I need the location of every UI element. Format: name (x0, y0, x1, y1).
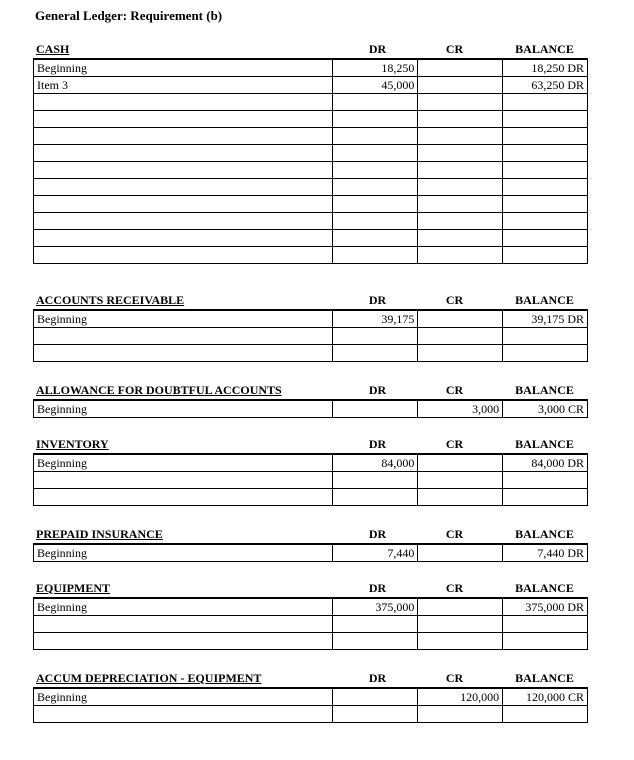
entry-credit: 3,000 (418, 400, 503, 418)
entry-balance (503, 345, 588, 362)
entry-debit (333, 128, 418, 145)
account-name: CASH (36, 42, 70, 56)
cr-column-header: CR (445, 42, 464, 56)
entry-credit (418, 128, 503, 145)
entry-description (34, 706, 333, 723)
entry-credit (418, 59, 503, 77)
account-header (33, 581, 588, 597)
ledger-cash (33, 42, 588, 264)
entry-description: Beginning (34, 400, 333, 418)
dr-column-header: DR (368, 527, 387, 541)
entry-balance (503, 633, 588, 650)
dr-column-header: DR (368, 383, 387, 397)
entry-balance: 63,250 DR (503, 77, 588, 94)
account-header (33, 527, 588, 543)
ledger-row (34, 247, 588, 264)
entry-credit (418, 213, 503, 230)
cr-column-header: CR (445, 437, 464, 451)
balance-column-header: BALANCE (515, 383, 574, 397)
ledger-row (34, 706, 588, 723)
ledger-equipment (33, 581, 588, 650)
ledger-row (34, 128, 588, 145)
entry-balance (503, 230, 588, 247)
account-name: INVENTORY (36, 437, 109, 451)
entry-description (34, 145, 333, 162)
balance-column-header: BALANCE (515, 671, 574, 685)
ledger-table (33, 543, 588, 562)
ledger-inventory (33, 437, 588, 506)
entry-credit (418, 489, 503, 506)
cr-column-header: CR (445, 581, 464, 595)
entry-debit (333, 196, 418, 213)
entry-credit (418, 328, 503, 345)
ledger-row (34, 310, 588, 328)
ledger-row (34, 688, 588, 706)
ledger-row (34, 633, 588, 650)
ledger-row (34, 328, 588, 345)
entry-debit (333, 213, 418, 230)
entry-balance (503, 128, 588, 145)
account-name: ALLOWANCE FOR DOUBTFUL ACCOUNTS (36, 383, 282, 397)
entry-description (34, 616, 333, 633)
entry-balance: 3,000 CR (503, 400, 588, 418)
ledger-row (34, 111, 588, 128)
ledger-table (33, 58, 588, 264)
entry-debit (333, 706, 418, 723)
entry-debit (333, 489, 418, 506)
entry-debit: 45,000 (333, 77, 418, 94)
entry-description (34, 213, 333, 230)
cr-column-header: CR (445, 383, 464, 397)
entry-debit: 7,440 (333, 544, 418, 562)
entry-description (34, 328, 333, 345)
entry-debit: 18,250 (333, 59, 418, 77)
entry-debit: 375,000 (333, 598, 418, 616)
ledger-allowance-doubtful-accounts (33, 383, 588, 418)
entry-description: Beginning (34, 59, 333, 77)
entry-credit (418, 616, 503, 633)
entry-debit (333, 328, 418, 345)
account-name: ACCOUNTS RECEIVABLE (36, 293, 185, 307)
ledger-row (34, 94, 588, 111)
entry-balance (503, 111, 588, 128)
entry-debit (333, 247, 418, 264)
entry-credit (418, 77, 503, 94)
ledger-row (34, 213, 588, 230)
entry-description (34, 472, 333, 489)
entry-debit: 39,175 (333, 310, 418, 328)
entry-description: Beginning (34, 598, 333, 616)
account-header (33, 383, 588, 399)
balance-column-header: BALANCE (515, 437, 574, 451)
entry-balance (503, 196, 588, 213)
entry-credit (418, 247, 503, 264)
balance-column-header: BALANCE (515, 293, 574, 307)
cr-column-header: CR (445, 293, 464, 307)
entry-debit (333, 230, 418, 247)
ledger-row (34, 616, 588, 633)
entry-debit (333, 345, 418, 362)
page-title: General Ledger: Requirement (b) (35, 8, 223, 23)
entry-balance (503, 94, 588, 111)
entry-credit (418, 310, 503, 328)
account-name: ACCUM DEPRECIATION - EQUIPMENT (36, 671, 262, 685)
entry-balance (503, 706, 588, 723)
dr-column-header: DR (368, 671, 387, 685)
ledger-row (34, 162, 588, 179)
entry-description: Beginning (34, 544, 333, 562)
ledger-row (34, 454, 588, 472)
ledger-row (34, 230, 588, 247)
entry-credit (418, 111, 503, 128)
entry-debit (333, 472, 418, 489)
ledger-row (34, 77, 588, 94)
entry-balance (503, 247, 588, 264)
account-name: EQUIPMENT (36, 581, 111, 595)
entry-balance (503, 179, 588, 196)
ledger-row (34, 400, 588, 418)
entry-description (34, 111, 333, 128)
entry-balance: 84,000 DR (503, 454, 588, 472)
dr-column-header: DR (368, 293, 387, 307)
ledger-table (33, 399, 588, 418)
ledger-prepaid-insurance (33, 527, 588, 562)
balance-column-header: BALANCE (515, 42, 574, 56)
entry-debit (333, 688, 418, 706)
entry-balance (503, 489, 588, 506)
ledger-row (34, 472, 588, 489)
balance-column-header: BALANCE (515, 581, 574, 595)
balance-column-header: BALANCE (515, 527, 574, 541)
entry-description (34, 489, 333, 506)
dr-column-header: DR (368, 42, 387, 56)
entry-balance: 120,000 CR (503, 688, 588, 706)
ledger-table (33, 687, 588, 723)
entry-description (34, 128, 333, 145)
entry-description: Item 3 (34, 77, 333, 94)
entry-balance (503, 328, 588, 345)
entry-balance (503, 145, 588, 162)
entry-description: Beginning (34, 454, 333, 472)
entry-debit (333, 145, 418, 162)
entry-credit: 120,000 (418, 688, 503, 706)
entry-description: Beginning (34, 688, 333, 706)
entry-balance: 39,175 DR (503, 310, 588, 328)
entry-credit (418, 544, 503, 562)
entry-credit (418, 706, 503, 723)
dr-column-header: DR (368, 581, 387, 595)
entry-credit (418, 230, 503, 247)
entry-debit (333, 633, 418, 650)
entry-balance (503, 616, 588, 633)
entry-description: Beginning (34, 310, 333, 328)
account-header (33, 42, 588, 58)
ledger-table (33, 453, 588, 506)
ledger-row (34, 59, 588, 77)
entry-description (34, 162, 333, 179)
ledger-accum-depreciation-equipment (33, 671, 588, 723)
entry-description (34, 94, 333, 111)
entry-debit (333, 162, 418, 179)
entry-debit (333, 400, 418, 418)
entry-credit (418, 179, 503, 196)
entry-description (34, 247, 333, 264)
entry-description (34, 196, 333, 213)
entry-balance (503, 213, 588, 230)
entry-balance (503, 472, 588, 489)
ledger-row (34, 345, 588, 362)
entry-credit (418, 472, 503, 489)
ledger-accounts-receivable (33, 293, 588, 362)
ledger-table (33, 597, 588, 650)
entry-credit (418, 345, 503, 362)
ledger-row (34, 598, 588, 616)
entry-credit (418, 196, 503, 213)
account-name: PREPAID INSURANCE (36, 527, 163, 541)
entry-description (34, 230, 333, 247)
entry-debit (333, 616, 418, 633)
ledger-row (34, 544, 588, 562)
entry-balance (503, 162, 588, 179)
entry-description (34, 345, 333, 362)
entry-balance: 375,000 DR (503, 598, 588, 616)
entry-credit (418, 94, 503, 111)
cr-column-header: CR (445, 671, 464, 685)
account-header (33, 671, 588, 687)
entry-debit (333, 111, 418, 128)
account-header (33, 293, 588, 309)
entry-credit (418, 145, 503, 162)
entry-credit (418, 633, 503, 650)
entry-description (34, 633, 333, 650)
entry-debit (333, 179, 418, 196)
ledger-row (34, 489, 588, 506)
entry-credit (418, 598, 503, 616)
ledger-row (34, 196, 588, 213)
entry-balance: 7,440 DR (503, 544, 588, 562)
entry-credit (418, 162, 503, 179)
account-header (33, 437, 588, 453)
ledger-row (34, 179, 588, 196)
ledger-table (33, 309, 588, 362)
entry-credit (418, 454, 503, 472)
dr-column-header: DR (368, 437, 387, 451)
entry-debit (333, 94, 418, 111)
ledger-row (34, 145, 588, 162)
entry-debit: 84,000 (333, 454, 418, 472)
cr-column-header: CR (445, 527, 464, 541)
entry-balance: 18,250 DR (503, 59, 588, 77)
entry-description (34, 179, 333, 196)
